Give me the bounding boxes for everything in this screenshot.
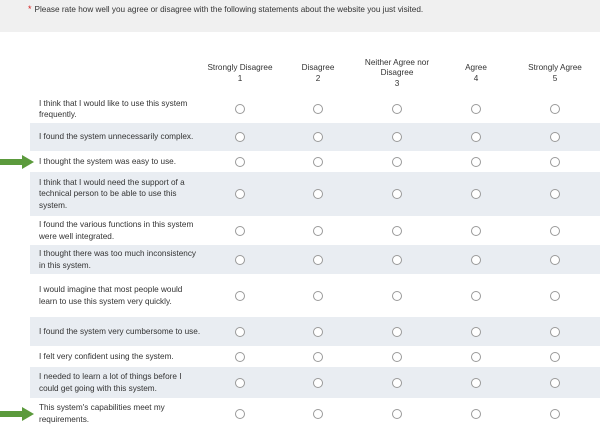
rating-radio-1[interactable] — [235, 104, 245, 114]
rating-radio-3[interactable] — [392, 352, 402, 362]
scale-label: Strongly Agree — [528, 63, 582, 72]
statement-text: I thought the system was easy to use. — [39, 156, 176, 166]
rating-radio-5[interactable] — [550, 104, 560, 114]
rating-radio-1[interactable] — [235, 352, 245, 362]
rating-radio-3[interactable] — [392, 378, 402, 388]
instruction-text — [28, 4, 423, 14]
rating-radio-1[interactable] — [235, 157, 245, 167]
rating-radio-3[interactable] — [392, 255, 402, 265]
rating-radio-3[interactable] — [392, 104, 402, 114]
rating-radio-2[interactable] — [313, 327, 323, 337]
statement-row — [30, 245, 600, 274]
scale-header-1 — [195, 52, 285, 95]
scale-value: 3 — [394, 78, 400, 88]
statement-text: I think that I would need the support of a technical person to be able to use this system. — [39, 178, 185, 210]
statement-row — [30, 216, 600, 245]
statement-row — [30, 172, 600, 216]
rating-radio-3[interactable] — [392, 409, 402, 419]
rating-radio-2[interactable] — [313, 378, 323, 388]
rating-radio-3[interactable] — [392, 327, 402, 337]
rating-radio-2[interactable] — [313, 189, 323, 199]
rating-radio-1[interactable] — [235, 327, 245, 337]
rating-radio-5[interactable] — [550, 255, 560, 265]
statement-row — [30, 123, 600, 151]
rating-radio-5[interactable] — [550, 189, 560, 199]
rating-radio-4[interactable] — [471, 226, 481, 236]
statement-row — [30, 367, 600, 398]
scale-label: Disagree — [301, 63, 335, 72]
rating-radio-2[interactable] — [313, 226, 323, 236]
rating-radio-2[interactable] — [313, 352, 323, 362]
scale-header-2 — [288, 52, 348, 95]
rating-radio-4[interactable] — [471, 291, 481, 301]
rating-radio-1[interactable] — [235, 378, 245, 388]
rating-radio-4[interactable] — [471, 409, 481, 419]
rating-radio-5[interactable] — [550, 378, 560, 388]
highlight-arrow-icon — [0, 407, 34, 421]
statement-row — [30, 95, 600, 123]
scale-label: Neither Agree nor — [364, 57, 430, 67]
statement-text: I found the various functions in this system were well integrated. — [39, 220, 194, 241]
rating-radio-4[interactable] — [471, 327, 481, 337]
rating-radio-2[interactable] — [313, 157, 323, 167]
rating-radio-3[interactable] — [392, 291, 402, 301]
rating-radio-4[interactable] — [471, 104, 481, 114]
rating-radio-5[interactable] — [550, 226, 560, 236]
rating-radio-2[interactable] — [313, 255, 323, 265]
scale-value: 4 — [473, 73, 479, 83]
rating-radio-1[interactable] — [235, 132, 245, 142]
statement-text: I thought there was too much inconsistency in this system. — [39, 249, 197, 270]
rating-radio-3[interactable] — [392, 189, 402, 199]
rating-radio-1[interactable] — [235, 255, 245, 265]
scale-value: 1 — [237, 73, 243, 83]
instruction-label: Please rate how well you agree or disagree with the following statements about the website you just visited. — [34, 5, 424, 14]
rating-radio-5[interactable] — [550, 409, 560, 419]
rating-radio-3[interactable] — [392, 157, 402, 167]
statement-text: I found the system very cumbersome to use. — [39, 326, 201, 336]
statement-text: I felt very confident using the system. — [39, 351, 174, 361]
statement-row — [30, 317, 600, 346]
instruction-bar — [0, 0, 600, 32]
rating-radio-2[interactable] — [313, 291, 323, 301]
rating-radio-3[interactable] — [392, 132, 402, 142]
scale-header-row — [30, 52, 600, 95]
scale-header-4 — [446, 52, 506, 95]
scale-value: 2 — [315, 73, 321, 83]
rating-radio-5[interactable] — [550, 132, 560, 142]
statement-row — [30, 274, 600, 317]
scale-value: 5 — [552, 73, 558, 83]
rating-radio-2[interactable] — [313, 409, 323, 419]
likert-matrix — [30, 52, 600, 429]
highlight-arrow-icon — [0, 155, 34, 169]
scale-label: Agree — [465, 63, 487, 72]
rating-radio-4[interactable] — [471, 132, 481, 142]
rating-radio-5[interactable] — [550, 327, 560, 337]
rating-radio-5[interactable] — [550, 291, 560, 301]
rating-radio-5[interactable] — [550, 352, 560, 362]
scale-label: Strongly Disagree — [207, 63, 273, 72]
rating-radio-2[interactable] — [313, 132, 323, 142]
rating-radio-1[interactable] — [235, 226, 245, 236]
scale-header-3 — [351, 52, 443, 95]
statement-text: I needed to learn a lot of things before I could get going with this system. — [39, 372, 182, 393]
rating-radio-4[interactable] — [471, 378, 481, 388]
rating-radio-1[interactable] — [235, 409, 245, 419]
rating-radio-3[interactable] — [392, 226, 402, 236]
scale-header-5 — [515, 52, 595, 95]
statement-text: This system's capabilities meet my requirements. — [39, 403, 165, 424]
statement-row — [30, 151, 600, 172]
statement-row — [30, 398, 600, 429]
rating-radio-4[interactable] — [471, 157, 481, 167]
statement-text: I think that I would like to use this system frequently. — [39, 98, 188, 119]
rating-radio-1[interactable] — [235, 291, 245, 301]
rating-radio-4[interactable] — [471, 352, 481, 362]
rating-radio-4[interactable] — [471, 189, 481, 199]
statement-row — [30, 346, 600, 367]
statement-rows — [30, 95, 600, 429]
rating-radio-2[interactable] — [313, 104, 323, 114]
rating-radio-1[interactable] — [235, 189, 245, 199]
rating-radio-4[interactable] — [471, 255, 481, 265]
statement-text: I would imagine that most people would learn to use this system very quickly. — [39, 285, 183, 306]
rating-radio-5[interactable] — [550, 157, 560, 167]
statement-text: I found the system unnecessarily complex. — [39, 132, 194, 142]
scale-label-line2: Disagree — [380, 68, 414, 78]
required-marker: * — [28, 4, 32, 14]
